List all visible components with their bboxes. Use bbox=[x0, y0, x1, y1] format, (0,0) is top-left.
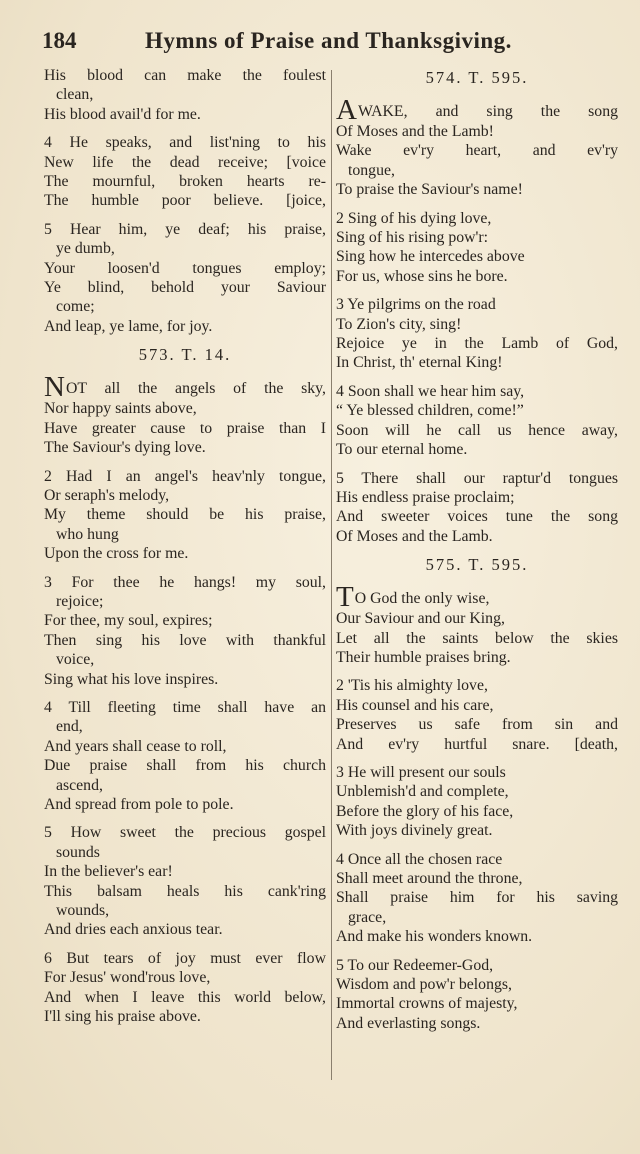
verse-line: 3 For thee he hangs! my soul, bbox=[44, 573, 326, 591]
verse-line: clean, bbox=[56, 86, 94, 104]
stanza bbox=[44, 467, 326, 564]
stanza bbox=[336, 295, 618, 373]
verse-line: And make his wonders known. bbox=[336, 928, 533, 946]
verse-line: 3 Ye pilgrims on the road bbox=[336, 296, 496, 314]
verse-line: The humble poor believe. [joice, bbox=[44, 192, 326, 210]
stanza bbox=[44, 371, 326, 457]
verse-line: His counsel and his care, bbox=[336, 696, 494, 714]
verse-line: In Christ, th' eternal King! bbox=[336, 354, 503, 372]
verse-line: tongue, bbox=[348, 161, 395, 179]
stanza bbox=[336, 209, 618, 287]
verse-line: Wake ev'ry heart, and ev'ry bbox=[336, 142, 618, 160]
verse-line: For thee, my soul, expires; bbox=[44, 612, 213, 630]
verse-line: 2 'Tis his almighty love, bbox=[336, 677, 488, 695]
stanza bbox=[44, 823, 326, 939]
drop-cap: N bbox=[44, 371, 65, 404]
verse-line: Sing what his love inspires. bbox=[44, 670, 219, 688]
verse-line: ye dumb, bbox=[56, 240, 115, 258]
verse-line: To praise the Saviour's name! bbox=[336, 181, 523, 199]
running-title: Hymns of Praise and Thanksgiving. bbox=[145, 28, 512, 53]
stanza bbox=[336, 581, 618, 667]
verse-line: And when I leave this world below, bbox=[44, 988, 326, 1006]
verse-line: rejoice; bbox=[56, 592, 104, 610]
verse-line: New life the dead receive; [voice bbox=[44, 153, 326, 171]
verse-line: Their humble praises bring. bbox=[336, 648, 511, 666]
stanza bbox=[44, 220, 326, 336]
verse-line: grace, bbox=[348, 908, 387, 926]
page-header bbox=[40, 28, 600, 58]
verse-line: Before the glory of his face, bbox=[336, 802, 514, 820]
verse-line: Your loosen'd tongues employ; bbox=[44, 259, 326, 277]
right-column bbox=[336, 66, 618, 1042]
verse-line: His blood avail'd for me. bbox=[44, 105, 201, 123]
page-number: 184 bbox=[42, 28, 77, 53]
stanza bbox=[44, 698, 326, 814]
verse-line: This balsam heals his cank'ring bbox=[44, 882, 326, 900]
verse-line: Our Saviour and our King, bbox=[336, 610, 505, 628]
verse-first-line bbox=[336, 94, 618, 126]
verse-line: Of Moses and the Lamb! bbox=[336, 123, 494, 140]
verse-line: wounds, bbox=[56, 902, 110, 920]
verse-line: Sing of his rising pow'r: bbox=[336, 229, 489, 247]
verse-line: And sweeter voices tune the song bbox=[336, 508, 618, 526]
stanza bbox=[336, 676, 618, 754]
verse-line: Due praise shall from his church bbox=[44, 757, 326, 775]
verse-line: Ye blind, behold your Saviour bbox=[44, 279, 326, 297]
verse-line: His blood can make the foulest bbox=[44, 67, 326, 84]
hymn-title: 573. T. 14. bbox=[138, 345, 232, 365]
verse-line: And everlasting songs. bbox=[336, 1014, 481, 1032]
verse-line: come; bbox=[56, 298, 95, 316]
verse-line: The mournful, broken hearts re- bbox=[44, 173, 326, 191]
verse-line: With joys divinely great. bbox=[336, 822, 493, 840]
verse-line: ascend, bbox=[56, 776, 103, 794]
column-divider bbox=[331, 70, 332, 1080]
drop-cap: A bbox=[336, 94, 357, 126]
left-column bbox=[44, 66, 326, 1035]
verse-line: 4 Once all the chosen race bbox=[336, 850, 503, 868]
verse-line: 5 How sweet the precious gospel bbox=[44, 824, 326, 842]
verse-line: The Saviour's dying love. bbox=[44, 439, 206, 457]
stanza bbox=[336, 94, 618, 200]
verse-line: In the believer's ear! bbox=[44, 863, 173, 881]
verse-line: Rejoice ye in the Lamb of God, bbox=[336, 335, 618, 353]
verse-line: 2 Sing of his dying love, bbox=[336, 209, 492, 227]
verse-line: Wisdom and pow'r belongs, bbox=[336, 976, 512, 994]
verse-line-text: WAKE, and sing the song bbox=[357, 103, 618, 120]
verse-line: And ev'ry hurtful snare. [death, bbox=[336, 735, 618, 753]
verse-line: 2 Had I an angel's heav'nly tongue, bbox=[44, 467, 326, 485]
stanza bbox=[44, 133, 326, 211]
verse-line: 5 Hear him, ye deaf; his praise, bbox=[44, 220, 326, 238]
verse-line: Have greater cause to praise than I bbox=[44, 419, 326, 437]
verse-line: Shall praise him for his saving bbox=[336, 889, 618, 907]
stanza bbox=[336, 469, 618, 547]
verse-line: His endless praise proclaim; bbox=[336, 488, 515, 506]
verse-line: who hung bbox=[56, 525, 119, 543]
verse-line: Upon the cross for me. bbox=[44, 545, 189, 563]
verse-line: 5 There shall our raptur'd tongues bbox=[336, 469, 618, 487]
stanza bbox=[44, 573, 326, 689]
hymn-title: 574. T. 595. bbox=[425, 68, 529, 87]
verse-line: 4 Till fleeting time shall have an bbox=[44, 698, 326, 716]
verse-line: 5 To our Redeemer-God, bbox=[336, 956, 494, 974]
verse-line: My theme should be his praise, bbox=[44, 506, 326, 524]
verse-line: Unblemish'd and complete, bbox=[336, 783, 509, 801]
verse-line: 4 He speaks, and list'ning to his bbox=[44, 134, 326, 152]
verse-line: Shall meet around the throne, bbox=[336, 870, 523, 887]
verse-line-text: O God the only wise, bbox=[354, 590, 490, 608]
verse-line: end, bbox=[56, 718, 83, 736]
drop-cap: T bbox=[336, 581, 354, 614]
verse-line: And dries each anxious tear. bbox=[44, 921, 223, 939]
verse-line: Soon will he call us hence away, bbox=[336, 421, 618, 439]
stanza bbox=[336, 850, 618, 947]
verse-first-line bbox=[44, 371, 326, 404]
verse-line: Let all the saints below the skies bbox=[336, 629, 618, 647]
stanza bbox=[44, 949, 326, 1027]
verse-line: To Zion's city, sing! bbox=[336, 315, 462, 333]
verse-line: And years shall cease to roll, bbox=[44, 737, 227, 755]
verse-first-line bbox=[336, 581, 618, 614]
verse-line: voice, bbox=[56, 651, 95, 669]
verse-line: For us, whose sins he bore. bbox=[336, 267, 508, 285]
verse-line: I'll sing his praise above. bbox=[44, 1008, 201, 1026]
verse-line: Sing how he intercedes above bbox=[336, 248, 525, 266]
verse-line: Immortal crowns of majesty, bbox=[336, 995, 518, 1013]
stanza bbox=[336, 763, 618, 841]
verse-line: 3 He will present our souls bbox=[336, 763, 506, 781]
verse-line: “ Ye blessed children, come!” bbox=[336, 402, 524, 420]
verse-line: Then sing his love with thankful bbox=[44, 631, 326, 649]
stanza bbox=[336, 382, 618, 460]
verse-line: Of Moses and the Lamb. bbox=[336, 527, 493, 545]
verse-line: 6 But tears of joy must ever flow bbox=[44, 949, 326, 967]
verse-line: 4 Soon shall we hear him say, bbox=[336, 382, 525, 400]
verse-line: Or seraph's melody, bbox=[44, 486, 170, 504]
verse-line: For Jesus' wond'rous love, bbox=[44, 969, 211, 987]
stanza bbox=[336, 956, 618, 1034]
verse-line: And leap, ye lame, for joy. bbox=[44, 317, 213, 335]
verse-line-text: OT all the angels of the sky, bbox=[65, 380, 326, 398]
stanza bbox=[44, 66, 326, 124]
verse-line: Preserves us safe from sin and bbox=[336, 716, 618, 734]
verse-line: And spread from pole to pole. bbox=[44, 796, 234, 813]
hymn-title: 575. T. 595. bbox=[425, 555, 529, 575]
verse-line: sounds bbox=[56, 843, 100, 861]
verse-line: To our eternal home. bbox=[336, 441, 468, 459]
verse-line: Nor happy saints above, bbox=[44, 400, 197, 418]
